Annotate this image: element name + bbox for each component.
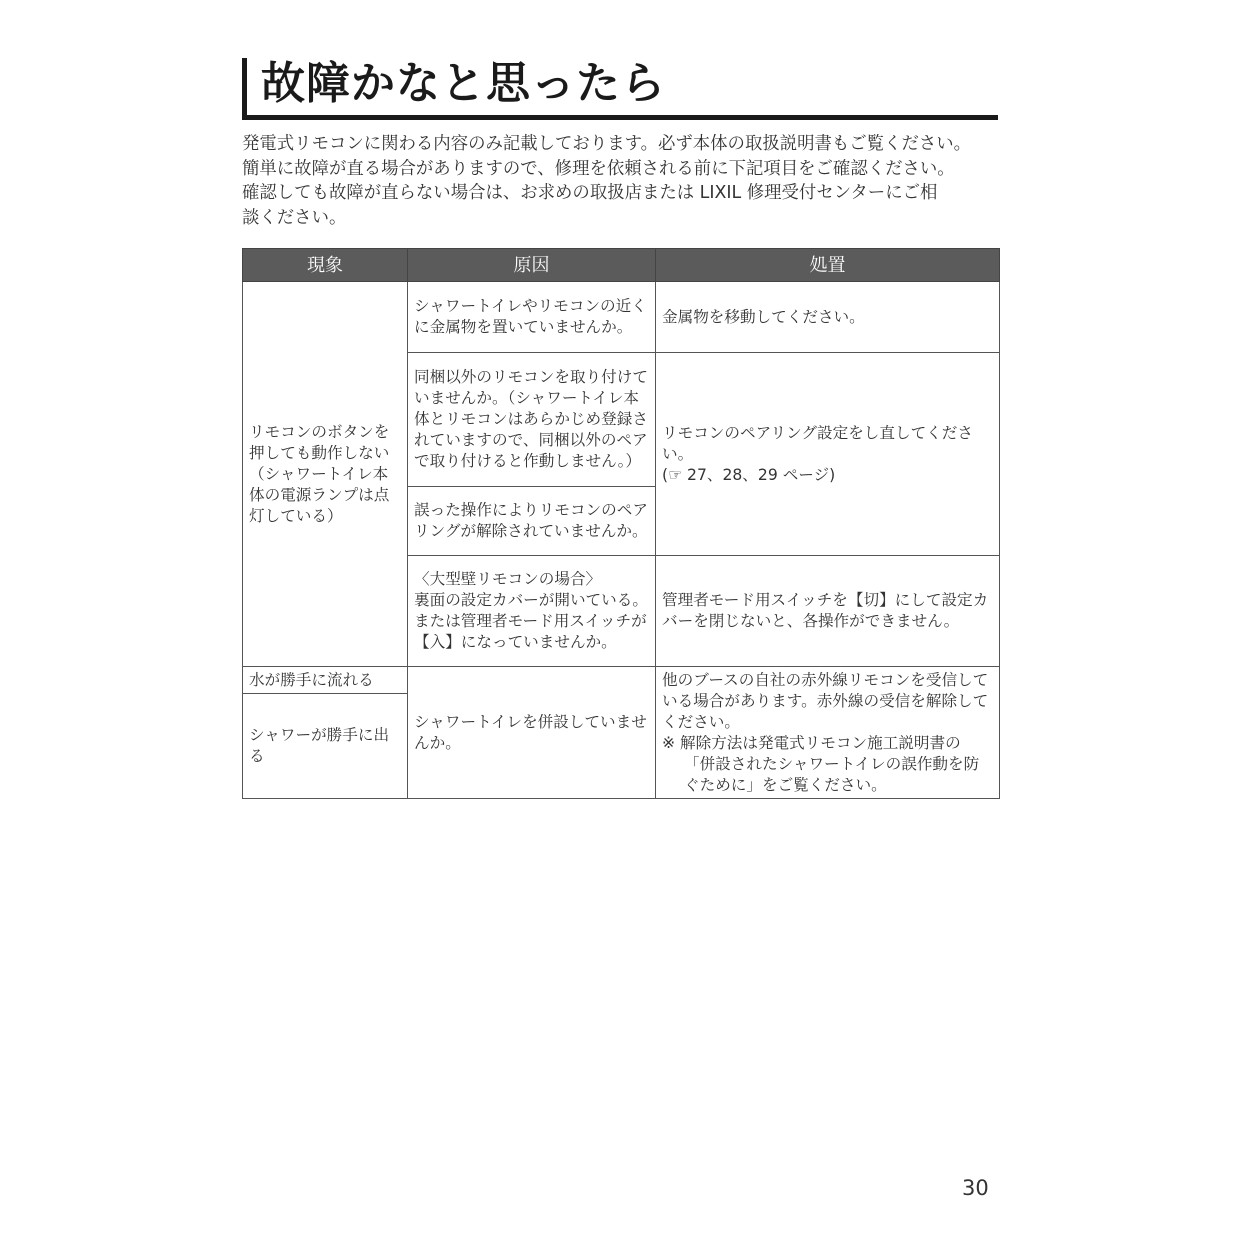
symptom-cell: 水が勝手に流れる [243, 667, 408, 694]
cause-heading: 〈大型壁リモコンの場合〉 [414, 570, 602, 588]
page-reference: (☞ 27、28、29 ページ) [662, 465, 836, 484]
table-row [243, 282, 1000, 353]
cause-cell: 誤った操作によりリモコンのペアリングが解除されていませんか。 [408, 487, 656, 556]
page-title: 故障かなと思ったら [261, 58, 666, 109]
intro-line: 確認しても故障が直らない場合は、お求めの取扱店または LIXIL 修理受付センターにご相 [242, 183, 938, 203]
symptom-cell: シャワーが勝手に出る [243, 694, 408, 799]
intro-line: 簡単に故障が直る場合がありますので、修理を依頼される前に下記項目をご確認ください。 [242, 158, 955, 179]
cause-cell: シャワートイレを併設していませんか。 [408, 667, 656, 799]
cause-cell: シャワートイレやリモコンの近くに金属物を置いていませんか。 [408, 282, 656, 353]
note-text: ※ 解除方法は発電式リモコン施工説明書の [662, 733, 961, 752]
troubleshooting-table [242, 248, 1000, 799]
cause-cell: 同梱以外のリモコンを取り付けていませんか。（シャワートイレ本体とリモコンはあらかじめ登録されていますので、同梱以外のペアで取り付けると作動しません。） [408, 353, 656, 487]
cause-text: 裏面の設定カバーが開いている。または管理者モード用スイッチが【入】になっていませんか。 [414, 591, 648, 651]
symptom-cell: リモコンのボタンを押しても動作しない（シャワートイレ本体の電源ランプは点灯している） [243, 282, 408, 667]
intro-line: 談ください。 [242, 207, 347, 228]
action-text: 他のブースの自社の赤外線リモコンを受信している場合があります。赤外線の受信を解除してください。 [662, 670, 989, 731]
header-action: 処置 [656, 249, 1000, 282]
title-bar [242, 58, 998, 120]
note-text: 「併設されたシャワートイレの誤作動を防ぐために」をご覧ください。 [684, 754, 980, 794]
action-cell: 管理者モード用スイッチを【切】にして設定カバーを閉じないと、各操作ができません。 [656, 556, 1000, 667]
action-text: リモコンのペアリング設定をし直してください。 [662, 423, 973, 463]
page-number: 30 [962, 1176, 989, 1200]
table-row [243, 667, 1000, 694]
action-cell [656, 353, 1000, 556]
intro-text [242, 132, 1002, 230]
header-symptom: 現象 [243, 249, 408, 282]
intro-line: 発電式リモコンに関わる内容のみ記載しております。必ず本体の取扱説明書もご覧ください。 [242, 134, 972, 154]
header-cause: 原因 [408, 249, 656, 282]
action-cell: 金属物を移動してください。 [656, 282, 1000, 353]
action-cell [656, 667, 1000, 799]
cause-cell [408, 556, 656, 667]
table-header-row [243, 249, 1000, 282]
